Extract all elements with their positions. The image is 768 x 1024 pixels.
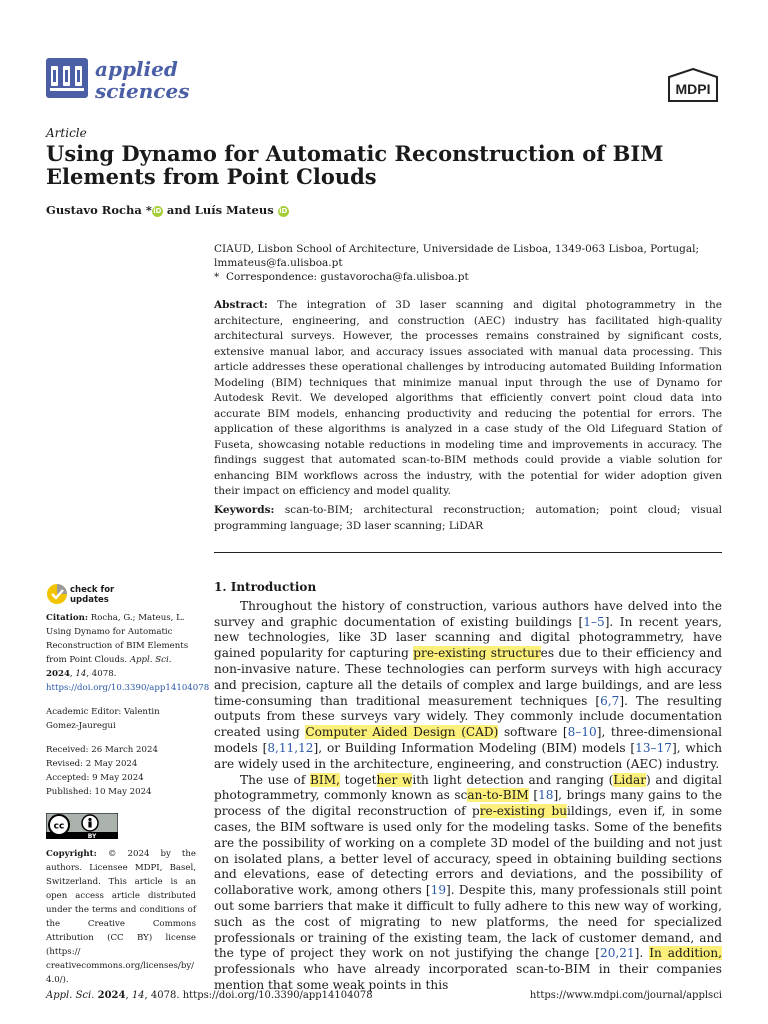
main-text [214, 580, 722, 994]
reference-link[interactable]: 19 [430, 883, 447, 898]
orcid-icon[interactable]: iD [279, 207, 288, 215]
author-list [46, 203, 289, 217]
reference-link[interactable]: 20,21 [600, 946, 635, 961]
journal-name-line2: sciences [95, 79, 190, 103]
highlight: an-to-BIM [467, 788, 529, 803]
accepted-date: Accepted: 9 May 2024 [46, 773, 144, 783]
paragraph: The use of BIM, together with light detection and ranging (Lidar) and digital photogrammetry, commonly known as scan-to-BIM [18], brings many gains to the process of the digital reconstruction of pre-existing buildings, even if, in some cases, the BIM software is used only for the modeling tasks. Some of the benefits are the possibility of working on a complete 3D model of the building and not just on isolated plans, a better level of accuracy, speed in obtaining building sections and elevations, ease of detecting errors and deviations, and the possibility of collaborative work, among others [19]. Despite this, many professionals still point out some barriers that make it difficult to fully adhere to this new way of working, such as the cost of migrating to new platforms, the need for specialized professionals or training of the existing team, the lack of customer demand, and the type of project they work on not justifying the change [20,21]. In addition, professionals who have already incorporated scan-to-BIM in their companies mention that some weak points in this [214, 772, 723, 992]
reference-link[interactable]: 6,7 [600, 693, 620, 708]
keywords-text: scan-to-BIM; architectural reconstruction; automation; point cloud; visual programming language; 3D laser scanning; LiDAR [214, 504, 722, 532]
academic-editor: Academic Editor: Valentin Gomez-Jauregui [46, 707, 160, 731]
abstract-label: Abstract: [214, 299, 268, 311]
check-for-updates-label: check for [70, 585, 115, 595]
highlight: Lidar [613, 772, 646, 787]
highlight: Computer Aided Design (CAD) [305, 725, 499, 740]
highlight: BIM, [310, 772, 340, 787]
journal-logo-icon [46, 58, 88, 98]
article-info-sidebar [46, 611, 210, 987]
corresponding-mark: * [145, 203, 152, 217]
revised-date: Revised: 2 May 2024 [46, 759, 138, 769]
reference-link[interactable]: 8,11,12 [267, 740, 314, 755]
paragraph: Throughout the history of construction, various authors have delved into the survey and graphic documentation of existing buildings [1–5]. In recent years, new technologies, like 3D laser scanning and digital photogrammetry, have gained popularity for capturing pre-existing structures due to their efficiency and non-invasive nature. These technologies can perform surveys with high accuracy and precision, capture all the details of complex and large buildings, and are less time-consuming than traditional measurement techniques [6,7]. The resulting outputs from these surveys vary widely. They commonly include documentation created using Computer Aided Design (CAD) software [8–10], three-dimensional models [8,11,12], or Building Information Modeling (BIM) models [13–17], which are widely used in the architecture, engineering, and construction (AEC) industry. [214, 598, 723, 771]
highlight: pre-existing structur [413, 646, 541, 661]
citation-doi-link[interactable]: https://doi.org/10.3390/app14104078 [46, 683, 210, 693]
author-name[interactable]: Gustavo Rocha [46, 203, 142, 217]
cc-by-license-icon[interactable] [46, 813, 118, 839]
author-name[interactable]: Luís Mateus [194, 203, 274, 217]
footer-citation: Appl. Sci. 2024, 14, 4078. https://doi.org/10.3390/app14104078 [46, 990, 373, 1001]
check-for-updates-label: updates [70, 595, 109, 605]
correspondence-line: * Correspondence: gustavorocha@fa.ulisboa.pt [214, 271, 469, 283]
reference-link[interactable]: 18 [538, 788, 554, 803]
publisher-name: MDPI [675, 81, 711, 97]
highlight: her w [376, 772, 413, 787]
abstract-text: The integration of 3D laser scanning and digital photogrammetry in the architecture, engineering, and construction (AEC) industry has facilitated high-quality architectural surveys. However, the processes remains constrained by significant costs, extensive manual labor, and accuracy issues associated with manual data processing. This article addresses these operational challenges by introducing automated Building Information Modeling (BIM) techniques that minimize manual input through the use of Dynamo for Autodesk Revit. We developed algorithms that efficiently convert point cloud data into accurate BIM models, enhancing productivity and reducing the potential for errors. The application of these algorithms is analyzed in a case study of the Old Lifeguard Station of Fuseta, showcasing notable reductions in modeling time and improvements in accuracy. The findings suggest that automated scan-to-BIM methods could provide a viable solution for enhancing BIM workflows across the industry, with the potential for wider adoption given their impact on efficiency and model quality. [214, 299, 722, 497]
copyright-notice: Copyright: © 2024 by the authors. Licensee MDPI, Basel, Switzerland. This article is an open access article distributed under the terms and conditions of the Creative Commons Attribution (CC BY) license (https:// creativecommons.org/licenses/by/ 4.0/). [46, 849, 197, 985]
published-date: Published: 10 May 2024 [46, 787, 152, 797]
mdpi-logo-icon [667, 68, 719, 102]
highlight: re-existing bu [479, 804, 568, 819]
section-divider [214, 552, 722, 553]
abstract [214, 298, 722, 500]
keywords-label: Keywords: [214, 504, 275, 516]
highlight: In addition, [649, 946, 722, 961]
reference-link[interactable]: 1–5 [583, 614, 605, 629]
affiliation-block [214, 242, 724, 284]
check-for-updates-icon [46, 583, 68, 605]
received-date: Received: 26 March 2024 [46, 745, 158, 755]
keywords [214, 503, 722, 534]
orcid-icon[interactable]: iD [153, 207, 162, 215]
svg-text:BY: BY [87, 833, 97, 839]
author-joiner: and [166, 203, 191, 217]
reference-link[interactable]: 13–17 [635, 740, 672, 755]
article-title: Using Dynamo for Automatic Reconstruction of BIM Elements from Point Clouds [46, 141, 664, 189]
section-heading: 1. Introduction [214, 580, 317, 594]
journal-name-line1: applied [95, 57, 178, 81]
affiliation-email[interactable]: lmmateus@fa.ulisboa.pt [214, 257, 343, 269]
journal-name [95, 58, 189, 102]
article-type: Article [46, 126, 87, 140]
footer-journal-url[interactable]: https://www.mdpi.com/journal/applsci [529, 990, 722, 1001]
svg-text:cc: cc [53, 821, 65, 832]
reference-link[interactable]: 8–10 [567, 725, 597, 740]
citation: Citation: Rocha, G.; Mateus, L. Using Dynamo for Automatic Reconstruction of BIM Elements from Point Clouds. Appl. Sci. 2024, 14, 4078. https://doi.org/10.3390/app14104078 [46, 613, 210, 693]
affiliation-line: CIAUD, Lisbon School of Architecture, Universidade de Lisboa, 1349-063 Lisboa, Portugal; [214, 243, 700, 255]
